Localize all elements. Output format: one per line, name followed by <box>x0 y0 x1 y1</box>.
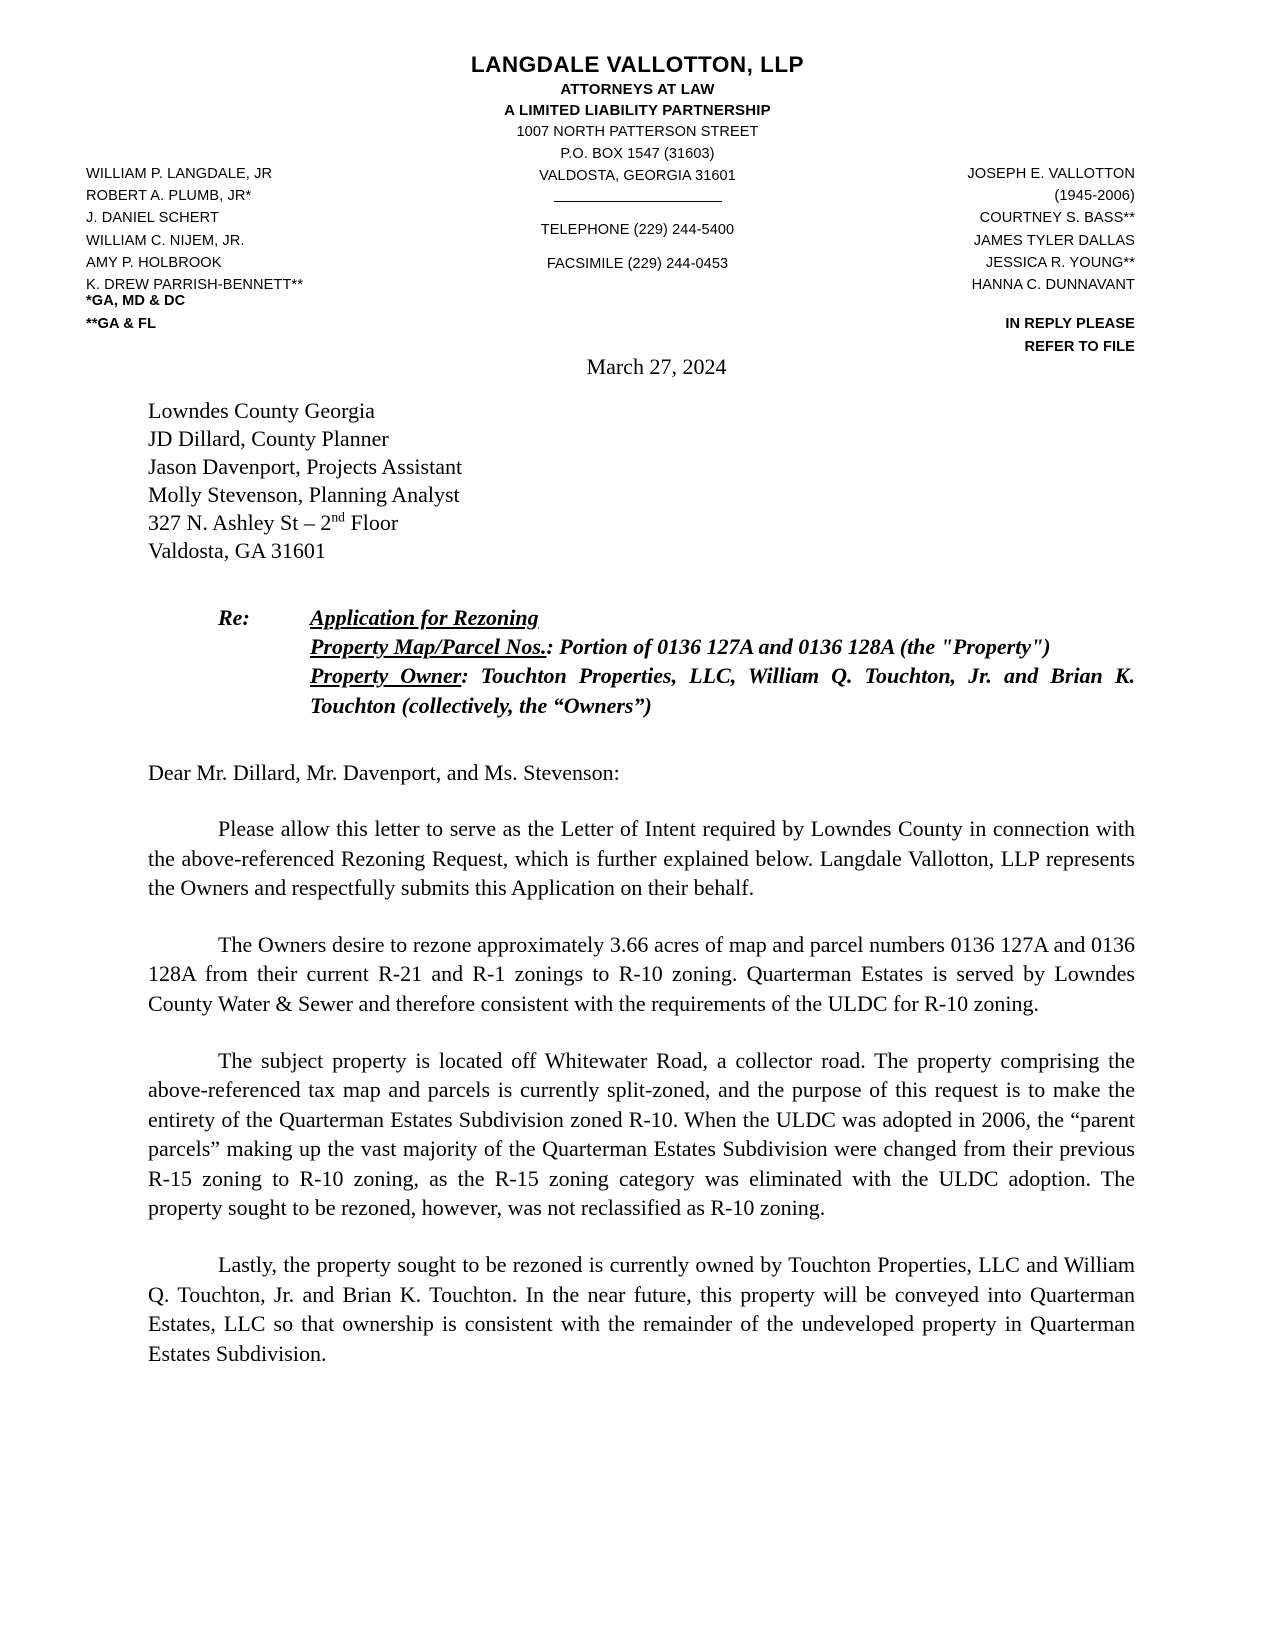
letter-date: March 27, 2024 <box>586 354 727 379</box>
attorney-name: WILLIAM C. NIJEM, JR. <box>86 232 245 249</box>
attorney-list-right <box>967 163 1135 296</box>
re-line-2 <box>310 632 1135 661</box>
bar-note: **GA & FL <box>86 315 157 332</box>
addressee-street-text: 327 N. Ashley St – 2 <box>148 510 332 535</box>
re-body <box>310 603 1135 720</box>
firm-tagline-2: A LIMITED LIABILITY PARTNERSHIP <box>504 102 771 120</box>
letterhead-divider <box>554 201 722 202</box>
firm-address-street: 1007 NORTH PATTERSON STREET <box>516 124 759 141</box>
re-owner-label: Property Owner <box>310 663 462 689</box>
re-owner-text: : Touchton Properties, LLC, William Q. Touchton, Jr. and Brian K. Touchton (collectively, the “Owners”) <box>310 663 1135 718</box>
reply-note-line-1: IN REPLY PLEASE <box>1005 316 1135 332</box>
firm-name: LANGDALE VALLOTTON, LLP <box>470 52 805 77</box>
attorney-name: AMY P. HOLBROOK <box>86 254 222 271</box>
attorney-name: J. DANIEL SCHERT <box>86 210 219 227</box>
addressee-line: JD Dillard, County Planner <box>148 426 389 452</box>
addressee-line: Lowndes County Georgia <box>148 398 375 424</box>
bar-note: *GA, MD & DC <box>86 293 186 309</box>
attorney-years: (1945-2006) <box>1054 188 1135 205</box>
re-subject: Application for Rezoning <box>310 604 539 630</box>
firm-telephone: TELEPHONE (229) 244-5400 <box>540 222 735 239</box>
addressee-line: Valdosta, GA 31601 <box>148 537 326 563</box>
re-block <box>218 603 1135 720</box>
re-line-3 <box>310 661 1135 720</box>
ordinal-suffix: nd <box>331 509 345 525</box>
reply-note-line-2: REFER TO FILE <box>1024 338 1135 355</box>
re-label: Re: <box>218 604 250 630</box>
attorney-name: K. DREW PARRISH-BENNETT** <box>86 276 304 293</box>
addressee-line: Molly Stevenson, Planning Analyst <box>148 482 460 508</box>
body-paragraph: The subject property is located off Whitewater Road, a collector road. The property comprising the above-referenced tax map and parcels is currently split-zoned, and the purpose of this request is to make the entirety of the Quarterman Estates Subdivision zoned R-10. When the ULDC was adopted in 2006, the “parent parcels” making up the vast majority of the Quarterman Estates Subdivision were changed from their previous R-15 zoning to R-10 zoning, as the R-15 zoning category was eliminated with the ULDC adoption. The property sought to be rezoned, however, was not reclassified as R-10 zoning. <box>148 1047 1135 1221</box>
salutation: Dear Mr. Dillard, Mr. Davenport, and Ms. Stevenson: <box>148 759 620 785</box>
attorney-name: COURTNEY S. BASS** <box>979 210 1135 227</box>
re-line-1 <box>310 603 1135 632</box>
body-paragraph: Please allow this letter to serve as the Letter of Intent required by Lowndes County in connection with the above-referenced Rezoning Request, which is further explained below. Langdale Vallotton, LLP represents the Owners and respectfully submits this Application on their behalf. <box>148 816 1135 901</box>
re-parcel-text: : Portion of 0136 127A and 0136 128A (the "Property") <box>546 634 1051 660</box>
letter-body <box>148 352 1135 1368</box>
bar-admission-notes <box>86 290 185 335</box>
addressee-line: Jason Davenport, Projects Assistant <box>148 454 463 480</box>
attorney-name: WILLIAM P. LANGDALE, JR <box>86 166 273 182</box>
attorney-name: JAMES TYLER DALLAS <box>973 232 1135 249</box>
body-paragraph: The Owners desire to rezone approximately 3.66 acres of map and parcel numbers 0136 127A and 0136 128A from their current R-21 and R-1 zonings to R-10 zoning. Quarterman Estates is served by Lowndes County Water & Sewer and therefore consistent with the requirements of the ULDC for R-10 zoning. <box>148 931 1135 1017</box>
attorney-list-left <box>86 163 303 296</box>
firm-tagline-1: ATTORNEYS AT LAW <box>560 80 715 98</box>
body-paragraph: Lastly, the property sought to be rezoned is currently owned by Touchton Properties, LLC and William Q. Touchton, Jr. and Brian K. Touchton. In the near future, this property will be conveyed into Quarterman Estates, LLC so that ownership is consistent with the remainder of the undeveloped property in Quarterman Estates Subdivision. <box>148 1252 1135 1366</box>
firm-address-city: VALDOSTA, GEORGIA 31601 <box>539 167 736 184</box>
attorney-name: HANNA C. DUNNAVANT <box>971 276 1135 293</box>
attorney-name: JESSICA R. YOUNG** <box>985 254 1135 271</box>
re-parcel-label: Property Map/Parcel Nos. <box>310 634 547 660</box>
firm-address-pobox: P.O. BOX 1547 (31603) <box>560 145 715 162</box>
attorney-name: ROBERT A. PLUMB, JR* <box>86 188 252 205</box>
addressee-line-street <box>148 509 1135 537</box>
attorney-name: JOSEPH E. VALLOTTON <box>967 166 1135 182</box>
addressee-block <box>148 397 1135 565</box>
firm-facsimile: FACSIMILE (229) 244-0453 <box>546 255 729 272</box>
floor-suffix: Floor <box>344 510 399 535</box>
